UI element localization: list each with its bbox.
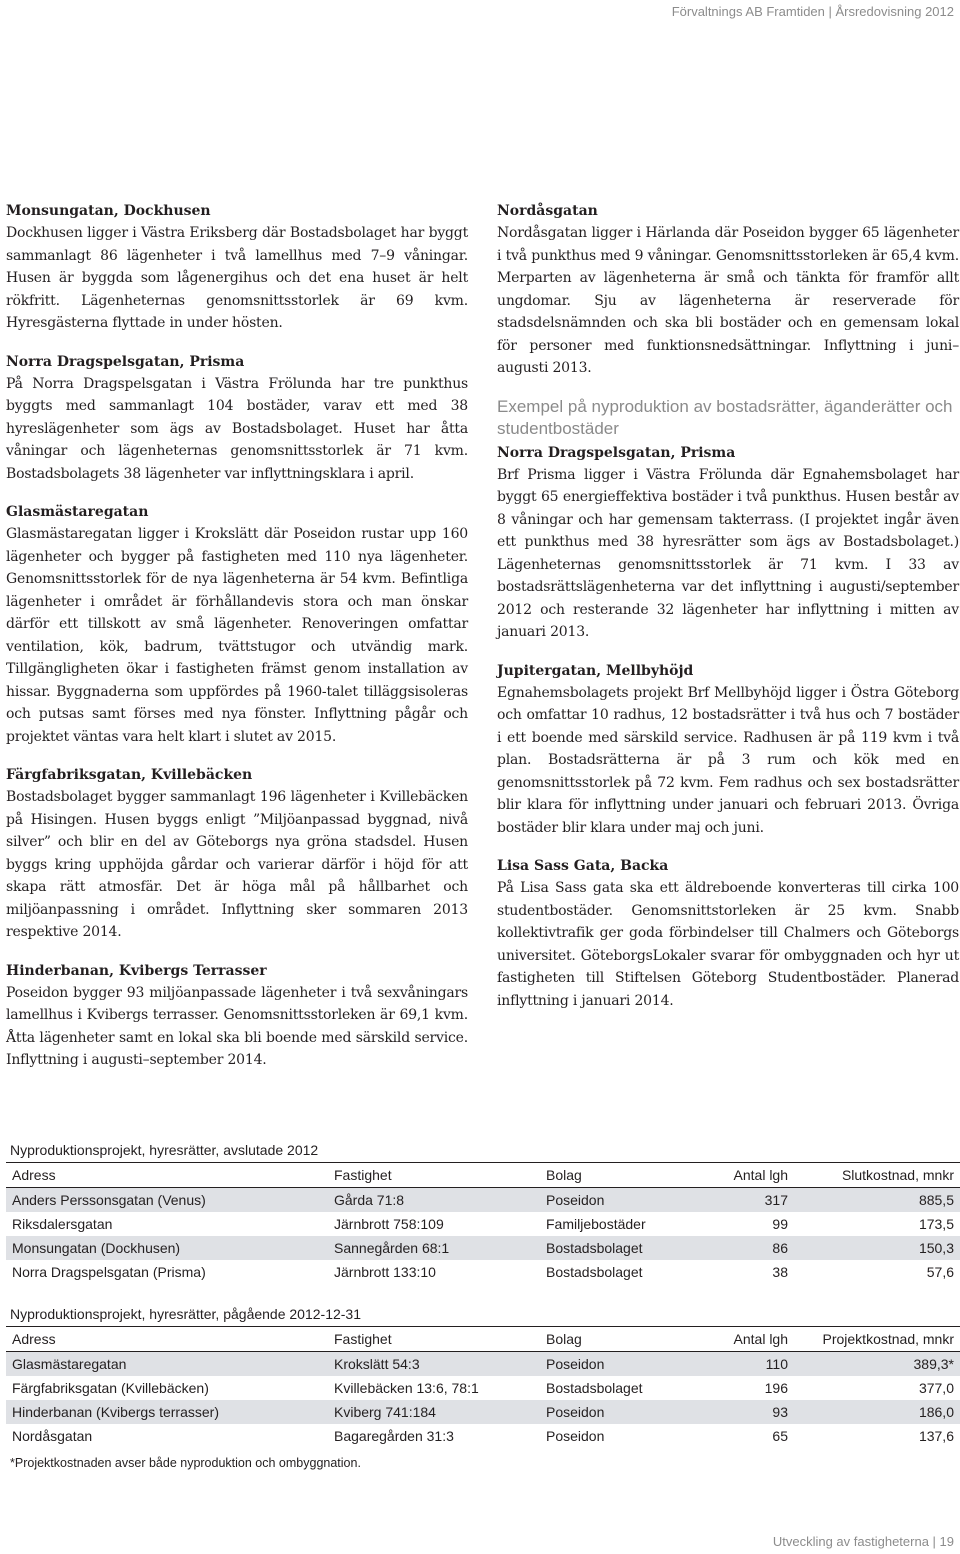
- section-text: Poseidon bygger 93 miljöanpassade lägenheter i två sexvåningars lamellhus i Kvibergs terrasser. Genomsnittsstorleken är 69,1 kvm. Åtta lägenheter samt en lokal ska bli boende med särskild service. Inflyttning i augusti–september 2014.: [6, 984, 468, 1068]
- table-footnote: *Projektkostnaden avser både nyproduktion och ombyggnation.: [10, 1456, 361, 1470]
- table-title: Nyproduktionsprojekt, hyresrätter, avslutade 2012: [6, 1140, 960, 1163]
- table-row: [6, 1376, 960, 1400]
- table-row: [6, 1352, 960, 1377]
- right-column: [497, 200, 959, 1028]
- section-title: Nordåsgatan: [497, 203, 598, 219]
- col-header: Fastighet: [328, 1163, 540, 1188]
- col-header: Fastighet: [328, 1327, 540, 1352]
- section-text: Egnahemsbolagets projekt Brf Mellbyhöjd ligger i Östra Göteborg och omfattar 10 radhus, 12 bostadsrätter i två hus och 7 bostäder i ett boende med särskild service. Radhusen är på 119 kvm i två plan. Bostadsrätterna är på 3 rum och kök med en genomsnittsstorlek på 72 kvm. Fem radhus och sex bostadsrätter blir klara för inflyttning under januari och februari 2013. Övriga bostäder blir klara under maj och juni.: [497, 684, 959, 836]
- examples-heading: Exempel på nyproduktion av bostadsrätter, äganderätter och studentbostäder: [497, 396, 953, 438]
- col-header: Adress: [6, 1327, 328, 1352]
- col-header: Antal lgh: [692, 1327, 794, 1352]
- table-completed-projects: [6, 1140, 960, 1284]
- table-cell: 173,5: [918, 1216, 954, 1232]
- table-cell: Hinderbanan (Kvibergs terrasser): [6, 1400, 328, 1424]
- table-cell: Bagaregården 31:3: [334, 1428, 454, 1444]
- table-cell: 186,0: [794, 1400, 960, 1424]
- table-cell: 99: [772, 1216, 788, 1232]
- table-cell: Bostadsbolaget: [546, 1380, 643, 1396]
- table-cell: Järnbrott 133:10: [334, 1264, 436, 1280]
- section-title: Lisa Sass Gata, Backa: [497, 858, 669, 874]
- col-header: Adress: [6, 1163, 328, 1188]
- table-cell: Anders Perssonsgatan (Venus): [6, 1188, 328, 1213]
- table-cell: Glasmästaregatan: [6, 1352, 328, 1377]
- table-cell: 317: [692, 1188, 794, 1213]
- table-cell: Nordåsgatan: [12, 1428, 93, 1444]
- table-row: [6, 1400, 960, 1424]
- table-cell: 86: [692, 1236, 794, 1260]
- table-row: [6, 1236, 960, 1260]
- data-table: [6, 1327, 960, 1448]
- table-header-row: [6, 1327, 960, 1352]
- col-header: Bolag: [540, 1163, 692, 1188]
- table-cell: 150,3: [794, 1236, 960, 1260]
- section-norra-dragspelsgatan: [6, 351, 468, 486]
- section-text: På Norra Dragspelsgatan i Västra Frölunda har tre punkthus byggts med sammanlagt 104 bostäder, varav ett med 38 hyreslägenheter som ägs av Bostadsbolaget. Huset har åtta våningar och lägenheternas genomsnittsstorlek är 71 kvm. Bostadsbolagets 38 lägenheter var inflyttningsklara i april.: [6, 375, 468, 482]
- table-cell: Poseidon: [540, 1188, 692, 1213]
- table-cell: Krokslätt 54:3: [328, 1352, 540, 1377]
- section-text: Bostadsbolaget bygger sammanlagt 196 lägenheter i Kvillebäcken på Hisingen. Husen byggs enligt ”Miljöanpassad byggnad, nivå silver” och blir en del av Göteborgs nya gröna stadsdel. Husen byggs kring upphöjda gårdar och varierar därför i höjd för att skapa rätt atmosfär. Det är höga mål på hållbarhet och miljöanpassning i området. Inflyttning sker sommaren 2013 respektive 2014.: [6, 789, 468, 940]
- section-fargfabriksgatan: [6, 764, 468, 944]
- table-cell: Sannegården 68:1: [328, 1236, 540, 1260]
- section-text: Brf Prisma ligger i Västra Frölunda där Egnahemsbolaget har byggt 65 energieffektiva bostäder i två punkthus. Husen består av 8 våningar och har gemensam takterrass. (I projektet ingår även ett punkthus med 38 hyresrätter som ägs av Bostadsbolaget.) Lägenheternas genomsnittsstorlek är 71 kvm. I 33 av bostadsrättslägenheterna var det inflyttning i augusti/september 2012 och resterande 32 lägenheter har inflyttning i mitten av januari 2013.: [497, 466, 959, 640]
- table-cell: 389,3*: [794, 1352, 960, 1377]
- table-title: Nyproduktionsprojekt, hyresrätter, pågående 2012-12-31: [6, 1304, 960, 1327]
- section-title: Färgfabriksgatan, Kvillebäcken: [6, 767, 253, 783]
- table-row: [6, 1212, 960, 1236]
- section-title: Norra Dragspelsgatan, Prisma: [497, 444, 736, 461]
- section-title: Glasmästaregatan: [6, 504, 149, 520]
- table-cell: 110: [692, 1352, 794, 1377]
- table-cell: 377,0: [918, 1380, 954, 1396]
- left-column: [6, 200, 468, 1088]
- section-text: På Lisa Sass gata ska ett äldreboende konverteras till cirka 100 studentbostäder. Genomsnittstorleken är 25 kvm. Snabb kollektivtrafik ger goda förbindelser till Chalmers och Göteborgs universitet. GöteborgsLokaler svarar för ombyggnaden och hyr ut fastigheten till Stiftelsen Göteborg Studentbostäder. Planerad inflyttning i januari 2014.: [497, 880, 959, 1009]
- table-cell: Bostadsbolaget: [540, 1236, 692, 1260]
- section-title: Jupitergatan, Mellbyhöjd: [497, 662, 694, 679]
- section-title: Monsungatan, Dockhusen: [6, 203, 211, 219]
- running-header: Förvaltnings AB Framtiden | Årsredovisning 2012: [671, 4, 954, 19]
- table-cell: Familjebostäder: [546, 1216, 646, 1232]
- section-hinderbanan: [6, 960, 468, 1072]
- col-header: Projektkostnad, mnkr: [794, 1327, 960, 1352]
- table-cell: 57,6: [926, 1264, 954, 1280]
- table-cell: Gårda 71:8: [328, 1188, 540, 1213]
- table-header-row: [6, 1163, 960, 1188]
- table-cell: 38: [772, 1264, 788, 1280]
- table-row: [6, 1424, 960, 1448]
- section-text: Nordåsgatan ligger i Härlanda där Poseidon bygger 65 lägenheter i två punkthus med 9 våningar. Genomsnittsstorleken är 65,4 kvm. Merparten av lägenheterna är små och tänkta för framför allt ungdomar. Sju av lägenheterna är reserverade för stadsdelsnämnden och ska bli bostäder och en gemensam lokal för personer med funktionsnedsättningar. Inflyttning i juni–augusti 2013.: [497, 225, 959, 376]
- section-nordasgatan: [497, 200, 959, 380]
- table-cell: Kviberg 741:184: [328, 1400, 540, 1424]
- section-jupitergatan: [497, 660, 959, 840]
- section-text: Glasmästaregatan ligger i Krokslätt där Poseidon rustar upp 160 lägenheter och bygger på fastigheten med 110 nya lägenheter. Genomsnittsstorlek för de nya lägenheterna är 54 kvm. Befintliga lägenheter i området är förhållandevis stora och man önskar därför ett tillskott av små lägenheter. Renoveringen omfattar ventilation, kök, badrum, tvättstugor och utvändig mark. Tillgängligheten ökar i fastigheten främst genom installation av hissar. Byggnaderna som uppfördes på 1960-talet tilläggsisoleras och putsas samt förses med nya fönster. Inflyttning pågår och projektet väntas vara helt klart i slutet av 2015.: [6, 526, 468, 745]
- table-cell: 885,5: [794, 1188, 960, 1213]
- table-cell: Poseidon: [540, 1352, 692, 1377]
- table-cell: Poseidon: [546, 1428, 605, 1444]
- table-cell: Monsungatan (Dockhusen): [6, 1236, 328, 1260]
- page-footer: Utveckling av fastigheterna | 19: [772, 1534, 954, 1549]
- table-cell: Bostadsbolaget: [546, 1264, 643, 1280]
- table-row: [6, 1188, 960, 1213]
- table-cell: 196: [764, 1380, 788, 1396]
- section-title: Hinderbanan, Kvibergs Terrasser: [6, 962, 267, 979]
- table-ongoing-projects: [6, 1304, 960, 1470]
- section-text: Dockhusen ligger i Västra Eriksberg där Bostadsbolaget har byggt sammanlagt 86 lägenheter i två lamellhus med 7–9 våningar. Husen är byggda som lågenergihus och det ena huset är helt rökfritt. Lägenheternas genomsnittsstorlek är 69 kvm. Hyresgästerna flyttade in under hösten.: [6, 225, 468, 331]
- data-table: [6, 1163, 960, 1284]
- table-cell: Poseidon: [540, 1400, 692, 1424]
- section-glasmastaregatan: [6, 501, 468, 748]
- table-cell: 93: [692, 1400, 794, 1424]
- col-header: Antal lgh: [692, 1163, 794, 1188]
- col-header: Bolag: [540, 1327, 692, 1352]
- table-row: [6, 1260, 960, 1284]
- table-cell: 65: [772, 1428, 788, 1444]
- table-cell: Färgfabriksgatan (Kvillebäcken): [12, 1380, 209, 1396]
- section-lisa-sass-gata: [497, 855, 959, 1012]
- section-title: Norra Dragspelsgatan, Prisma: [6, 353, 245, 370]
- table-cell: Norra Dragspelsgatan (Prisma): [12, 1264, 206, 1280]
- table-cell: Riksdalersgatan: [12, 1216, 113, 1232]
- col-header: Slutkostnad, mnkr: [794, 1163, 960, 1188]
- table-cell: Kvillebäcken 13:6, 78:1: [334, 1380, 479, 1396]
- table-cell: 137,6: [918, 1428, 954, 1444]
- section-prisma-brf: [497, 442, 959, 644]
- table-cell: Järnbrott 758:109: [334, 1216, 444, 1232]
- section-monsungatan: [6, 200, 468, 335]
